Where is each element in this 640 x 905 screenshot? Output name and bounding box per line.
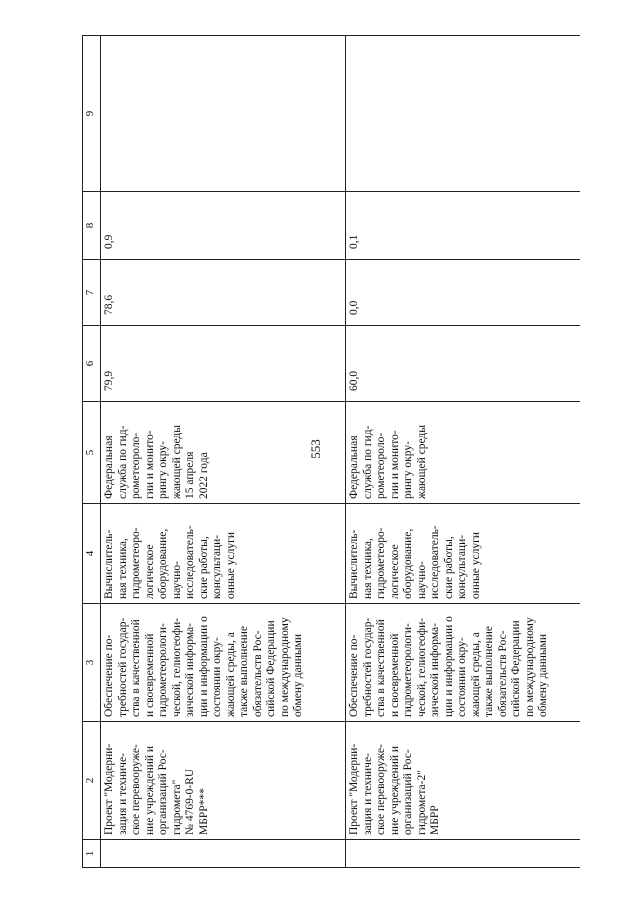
row-number-cell xyxy=(101,840,346,868)
value-col6-cell: 60,0 xyxy=(346,326,581,402)
value-col7-cell: 0,0 xyxy=(346,260,581,326)
data-table xyxy=(82,35,580,868)
project-name-cell: Проект "Модерни- зация и техниче- ское перевооруже- ние учреждений и организаций Рос- гидромета-2" МБРР xyxy=(346,722,581,840)
column-number-6: 6 xyxy=(83,326,101,402)
column-number-row xyxy=(83,36,101,868)
rotated-table-container xyxy=(82,36,592,868)
value-col8-cell: 0,1 xyxy=(346,192,581,260)
value-col8-cell: 0,9 xyxy=(101,192,346,260)
value-col9-cell xyxy=(346,36,581,192)
table-row xyxy=(101,36,346,868)
value-col6-cell: 79,9 xyxy=(101,326,346,402)
column-number-2: 2 xyxy=(83,722,101,840)
project-name-cell: Проект "Модерни- зация и техниче- ское перевооруже- ние учреждений и организаций Рос- гидромета" № 4769-0-RU МБРР*** xyxy=(101,722,346,840)
column-number-5: 5 xyxy=(83,402,101,504)
value-col9-cell xyxy=(101,36,346,192)
page-number: 553 xyxy=(308,439,323,459)
purpose-cell: Обеспечение по- требностей государ- ства в качественной и своевременной гидрометеорологи- ческой, гелиогеофи- зической информа- ции и информации о состоянии окру- жающей среды, а также выполнение обязательств Рос- сийской Федерации по международному обмену данными xyxy=(346,604,581,722)
procurement-cell: Вычислитель- ная техника, гидрометеоро- логическое оборудование, научно- исследователь- ские работы, консультаци- онные услуги xyxy=(346,504,581,604)
executor-cell: Федеральная служба по гид- рометеороло- гии и монито- рингу окру- жающей среды xyxy=(346,402,581,504)
procurement-cell: Вычислитель- ная техника, гидрометеоро- логическое оборудование, научно- исследователь- ские работы, консультаци- онные услуги xyxy=(101,504,346,604)
value-col7-cell: 78,6 xyxy=(101,260,346,326)
column-number-4: 4 xyxy=(83,504,101,604)
column-number-9: 9 xyxy=(83,36,101,192)
row-number-cell xyxy=(346,840,581,868)
column-number-1: 1 xyxy=(83,840,101,868)
column-number-3: 3 xyxy=(83,604,101,722)
column-number-7: 7 xyxy=(83,260,101,326)
purpose-cell: Обеспечение по- требностей государ- ства в качественной и своевременной гидрометеорологи- ческой, гелиогеофи- зической информа- ции и информации о состоянии окру- жающей среды, а также выполнение обязательств Рос- сийской Федерации по международному обмену данными xyxy=(101,604,346,722)
column-number-8: 8 xyxy=(83,192,101,260)
table-row xyxy=(346,36,581,868)
executor-cell: Федеральная служба по гид- рометеороло- гии и монито- рингу окру- жающей среды 15 апреля 2022 года xyxy=(101,402,346,504)
